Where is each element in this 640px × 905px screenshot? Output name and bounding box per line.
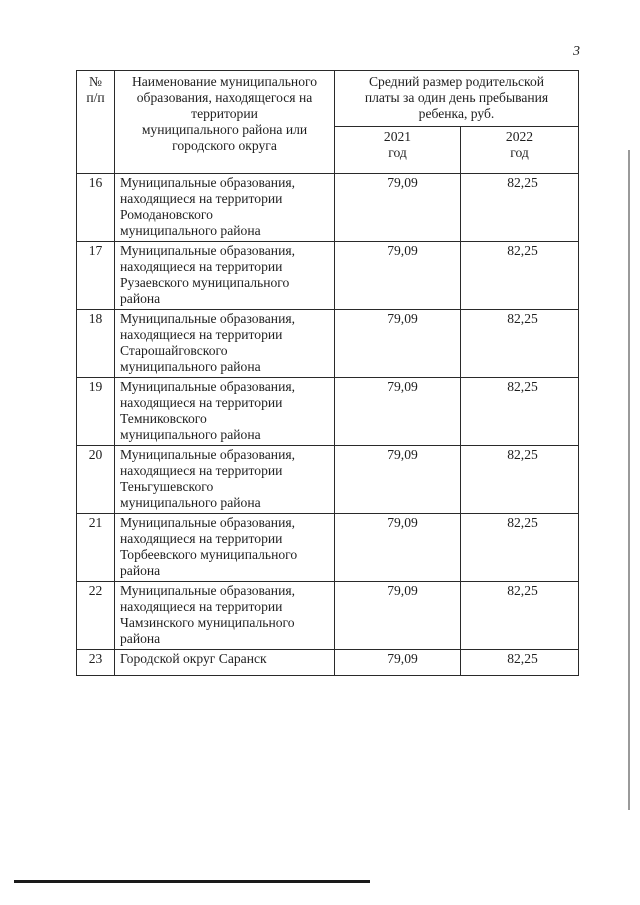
- fee-2022: 82,25: [461, 514, 579, 582]
- row-number: 16: [77, 174, 115, 242]
- municipality-name-text: Муниципальные образования, находящиеся на территории Ромодановского муниципального района: [120, 175, 295, 238]
- municipality-name-text: Муниципальные образования, находящиеся на территории Старошайговского муниципального района: [120, 311, 295, 374]
- table-row: [77, 650, 579, 676]
- header-year-2021-text: 2021 год: [383, 129, 412, 160]
- fee-2022: 82,25: [461, 650, 579, 676]
- table-row: [77, 446, 579, 514]
- table-row: [77, 310, 579, 378]
- fee-2022: 82,25: [461, 174, 579, 242]
- table-row: [77, 378, 579, 446]
- table-row: [77, 514, 579, 582]
- municipality-name-text: Муниципальные образования, находящиеся на территории Теньгушевского муниципального района: [120, 447, 295, 510]
- fee-2022: 82,25: [461, 242, 579, 310]
- row-number: 17: [77, 242, 115, 310]
- table-row: [77, 582, 579, 650]
- municipality-name: [115, 582, 335, 650]
- municipality-name: [115, 378, 335, 446]
- row-number: 20: [77, 446, 115, 514]
- fee-2022: 82,25: [461, 310, 579, 378]
- row-number: 22: [77, 582, 115, 650]
- row-number: 23: [77, 650, 115, 676]
- page-number: 3: [573, 44, 580, 59]
- table-row: [77, 242, 579, 310]
- header-municipality-name-text: Наименование муниципального образования, находящегося на территории муниципального района или городского округа: [131, 74, 318, 153]
- header-row-number: [77, 71, 115, 174]
- header-row-number-text: № п/п: [86, 74, 105, 105]
- fee-2021: 79,09: [335, 650, 461, 676]
- municipality-name: [115, 242, 335, 310]
- municipality-name: [115, 650, 335, 676]
- header-year-2022-text: 2022 год: [505, 129, 534, 160]
- municipality-name-text: Муниципальные образования, находящиеся на территории Рузаевского муниципального района: [120, 243, 295, 306]
- fee-2021: 79,09: [335, 378, 461, 446]
- fee-2021: 79,09: [335, 242, 461, 310]
- fee-2021: 79,09: [335, 514, 461, 582]
- header-average-fee: [335, 71, 579, 127]
- bottom-rule: [14, 880, 370, 883]
- fee-2022: 82,25: [461, 582, 579, 650]
- fee-2022: 82,25: [461, 378, 579, 446]
- municipality-name: [115, 310, 335, 378]
- scan-edge-shadow: [628, 150, 630, 810]
- fee-2021: 79,09: [335, 310, 461, 378]
- fee-2021: 79,09: [335, 582, 461, 650]
- municipality-name-text: Муниципальные образования, находящиеся на территории Торбеевского муниципального района: [120, 515, 298, 578]
- row-number: 21: [77, 514, 115, 582]
- row-number: 19: [77, 378, 115, 446]
- municipality-name-text: Муниципальные образования, находящиеся на территории Чамзинского муниципального района: [120, 583, 295, 646]
- row-number: 18: [77, 310, 115, 378]
- municipality-name: [115, 446, 335, 514]
- municipality-name-text: Муниципальные образования, находящиеся на территории Темниковского муниципального района: [120, 379, 295, 442]
- header-year-2022: [461, 127, 579, 174]
- fee-2021: 79,09: [335, 446, 461, 514]
- parental-fee-table: [76, 70, 579, 676]
- header-year-2021: [335, 127, 461, 174]
- municipality-name-text: Городской округ Саранск: [120, 651, 267, 666]
- municipality-name: [115, 174, 335, 242]
- fee-2021: 79,09: [335, 174, 461, 242]
- header-municipality-name: [115, 71, 335, 174]
- header-average-fee-text: Средний размер родительской платы за один день пребывания ребенка, руб.: [364, 74, 549, 121]
- table-row: [77, 174, 579, 242]
- fee-2022: 82,25: [461, 446, 579, 514]
- municipality-name: [115, 514, 335, 582]
